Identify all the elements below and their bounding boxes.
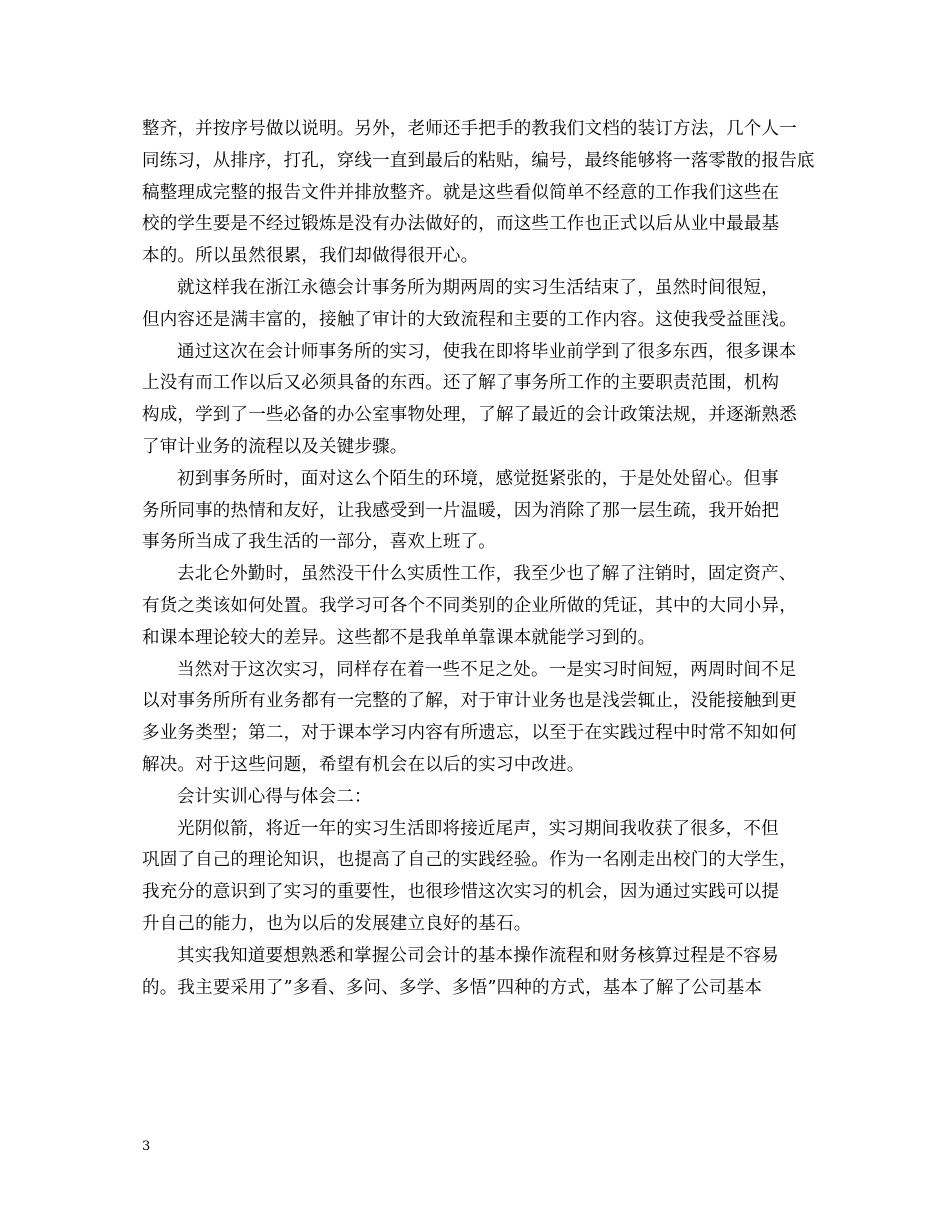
text-line: 校的学生要是不经过锻炼是没有办法做好的，而这些工作也正式以后从业中最最基 — [142, 214, 780, 235]
text-line: 通过这次在会计师事务所的实习，使我在即将毕业前学到了很多东西，很多课本 — [177, 341, 797, 362]
text-line: 其实我知道要想熟悉和掌握公司会计的基本操作流程和财务核算过程是不容易 — [177, 945, 779, 966]
text-line: 同练习，从排序，打孔，穿线一直到最后的粘贴，编号，最终能够将一落零散的报告底 — [142, 150, 815, 171]
text-line: 多业务类型；第二，对于课本学习内容有所遗忘，以至于在实践过程中时常不知如何 — [142, 723, 797, 744]
text-line: 事务所当成了我生活的一部分，喜欢上班了。 — [142, 532, 496, 553]
text-line: 本的。所以虽然很累，我们却做得很开心。 — [142, 246, 479, 267]
text-line: 和课本理论较大的差异。这些都不是我单单靠课本就能学习到的。 — [142, 627, 656, 648]
text-line: 升自己的能力，也为以后的发展建立良好的基石。 — [142, 913, 532, 934]
document-body — [142, 114, 822, 1004]
text-line: 就这样我在浙江永德会计事务所为期两周的实习生活结束了，虽然时间很短， — [177, 277, 779, 298]
text-line: 以对事务所所有业务都有一完整的了解，对于审计业务也是浅尝辄止，没能接触到更 — [142, 691, 797, 712]
text-line: 初到事务所时，面对这么个陌生的环境，感觉挺紧张的，于是处处留心。但事 — [177, 468, 779, 489]
text-line: 稿整理成完整的报告文件并排放整齐。就是这些看似简单不经意的工作我们这些在 — [142, 182, 780, 203]
text-line: 光阴似箭，将近一年的实习生活即将接近尾声，实习期间我收获了很多，不但 — [177, 818, 779, 839]
text-line: 整齐，并按序号做以说明。另外，老师还手把手的教我们文档的装订方法，几个人一 — [142, 119, 797, 139]
text-line: 上没有而工作以后又必须具备的东西。还了解了事务所工作的主要职责范围，机构 — [142, 373, 780, 394]
text-line: 解决。对于这些问题，希望有机会在以后的实习中改进。 — [142, 754, 585, 775]
text-line: 会计实训心得与体会二： — [177, 786, 372, 807]
page-number: 3 — [142, 1139, 151, 1154]
text-line: 有货之类该如何处置。我学习可各个不同类别的企业所做的凭证，其中的大同小异， — [142, 595, 797, 616]
text-line: 了审计业务的流程以及关键步骤。 — [142, 436, 408, 457]
text-line: 我充分的意识到了实习的重要性，也很珍惜这次实习的机会，因为通过实践可以提 — [142, 882, 780, 903]
text-line: 但内容还是满丰富的，接触了审计的大致流程和主要的工作内容。这使我受益匪浅。 — [142, 309, 797, 330]
text-line: 构成，学到了一些必备的办公室事物处理，了解了最近的会计政策法规，并逐渐熟悉 — [142, 405, 797, 426]
text-line: 去北仑外勤时，虽然没干什么实质性工作，我至少也了解了注销时，固定资产、 — [177, 564, 797, 585]
text-line: 务所同事的热情和友好，让我感受到一片温暖，因为消除了那一层生疏，我开始把 — [142, 500, 780, 521]
text-line: 当然对于这次实习，同样存在着一些不足之处。一是实习时间短，两周时间不足 — [177, 659, 797, 680]
text-line: 的。我主要采用了”多看、多问、多学、多悟”四种的方式，基本了解了公司基本 — [142, 977, 763, 998]
text-line: 巩固了自己的理论知识，也提高了自己的实践经验。作为一名刚走出校门的大学生， — [142, 850, 797, 871]
